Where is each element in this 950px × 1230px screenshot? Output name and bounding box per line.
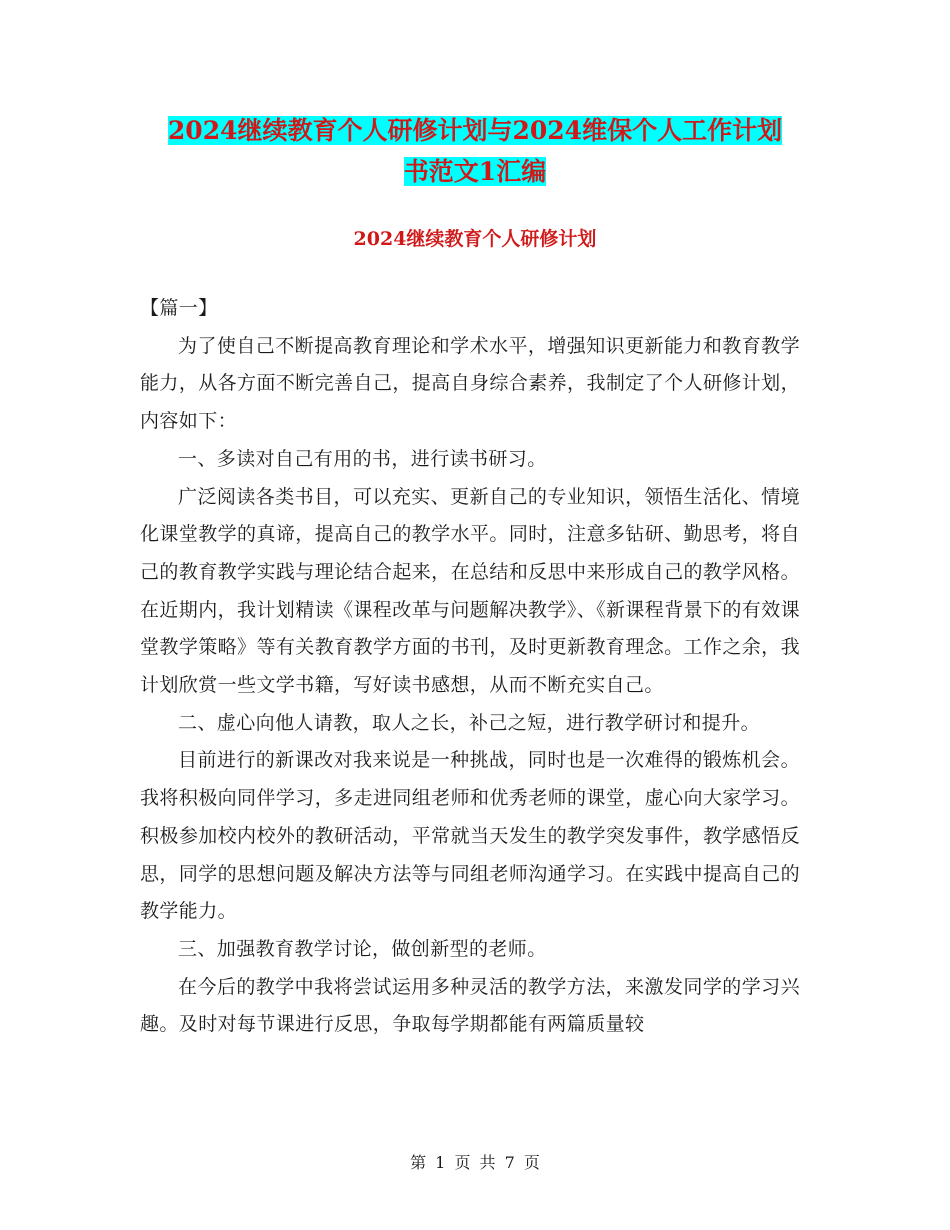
part-label: 【篇一】 — [140, 297, 218, 319]
title-highlight-2: 书范文1汇编 — [403, 157, 547, 186]
paragraph-detail-2: 目前进行的新课改对我来说是一种挑战，同时也是一次难得的锻炼机会。我将积极向同伴学习，多走进同组老师和优秀老师的课堂，虚心向大家学习。积极参加校内校外的教研活动，平常就当天发生的教学突发事件，教学感悟反思，同学的思想问题及解决方法等与同组老师沟通学习。在实践中提高自己的教学能力。 — [140, 749, 800, 923]
paragraph-detail-1: 广泛阅读各类书目，可以充实、更新自己的专业知识，领悟生活化、情境化课堂教学的真谛，提高自己的教学水平。同时，注意多钻研、勤思考，将自己的教育教学实践与理论结合起来，在总结和反思中来形成自己的教学风格。在近期内，我计划精读《课程改革与问题解决教学》、《新课程背景下的有效课堂教学策略》等有关教育教学方面的书刊，及时更新教育理念。工作之余，我计划欣赏一些文学书籍，写好读书感想，从而不断充实自己。 — [140, 485, 801, 697]
section-heading: 2024继续教育个人研修计划 — [353, 228, 597, 250]
paragraph-point-2: 二、虚心向他人请教，取人之长，补己之短，进行教学研讨和提升。 — [178, 711, 761, 734]
page-footer: 第 1 页 共 7 页 — [410, 1153, 540, 1172]
paragraph-point-3: 三、加强教育教学讨论，做创新型的老师。 — [178, 937, 547, 960]
paragraph-detail-3: 在今后的教学中我将尝试运用多种灵活的教学方法，来激发同学的学习兴趣。及时对每节课进行反思，争取每学期都能有两篇质量较 — [140, 975, 800, 1036]
title-highlight-1: 2024继续教育个人研修计划与2024维保个人工作计划 — [167, 116, 783, 145]
document-title-line-2 — [0, 152, 950, 192]
document-body — [140, 290, 800, 1044]
paragraph-point-1: 一、多读对自己有用的书，进行读书研习。 — [178, 447, 547, 470]
paragraph-intro: 为了使自己不断提高教育理论和学术水平，增强知识更新能力和教育教学能力，从各方面不断完善自己，提高自身综合素养，我制定了个人研修计划，内容如下： — [140, 334, 800, 433]
document-title-line-1 — [0, 111, 950, 151]
